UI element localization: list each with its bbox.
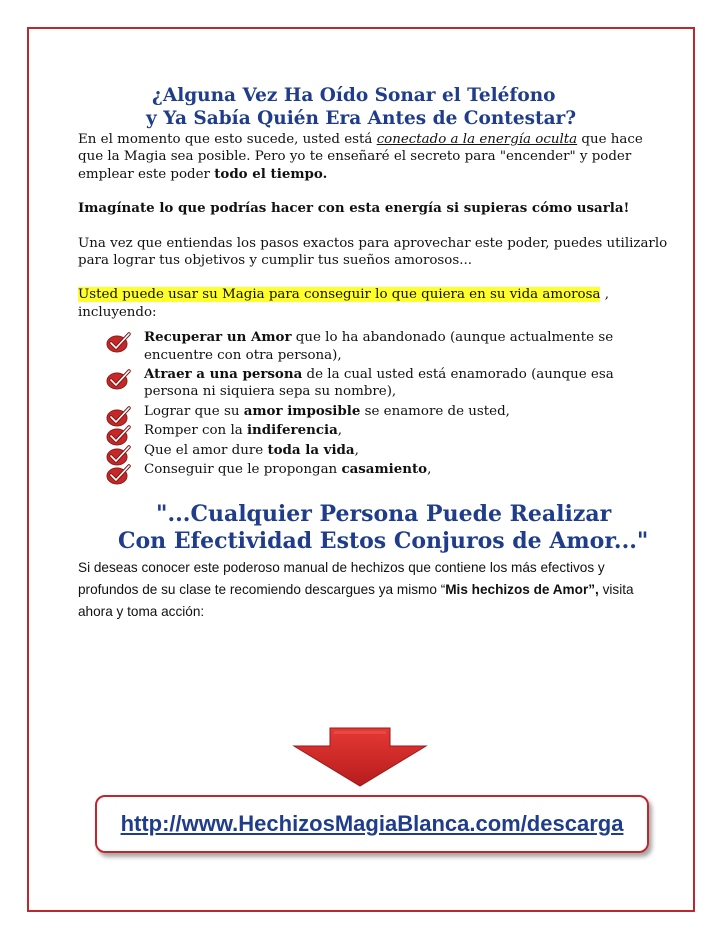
item-post: de la cual usted está enamorado (aunque esa persona ni siquiera sepa su nombre), (144, 367, 614, 400)
download-text-2: visita ahora y toma acción: (78, 581, 634, 619)
item-bold: casamiento (341, 461, 428, 478)
item-bold: Atraer a una persona (144, 366, 303, 383)
intro-bold-text: todo el tiempo. (214, 165, 328, 182)
red-check-icon (104, 368, 132, 390)
red-down-arrow-icon (290, 726, 430, 788)
item-pre: Conseguir que le propongan (144, 462, 342, 478)
item-pre: Que el amor dure (144, 442, 268, 458)
including-text: , incluyendo: (78, 287, 609, 320)
main-heading (78, 84, 668, 130)
checklist-item (78, 461, 668, 478)
checklist-item (78, 422, 668, 439)
item-bold: toda la vida (267, 441, 355, 458)
magic-paragraph (78, 286, 668, 321)
energy-link-text: conectado a la energía oculta (376, 132, 578, 147)
item-bold: Recuperar un Amor (144, 329, 292, 346)
main-heading-line2: y Ya Sabía Quién Era Antes de Contestar? (146, 108, 577, 129)
secondary-heading-line1: "...Cualquier Persona Puede Realizar (156, 500, 612, 527)
checklist-item (78, 329, 668, 364)
item-post: se enamore de usted, (360, 403, 510, 419)
intro-text-2: que hace que la Magia sea posible. Pero yo te enseñaré el secreto para "encender" y poder emplear este poder (78, 132, 643, 182)
steps-paragraph: Una vez que entiendas los pasos exactos para aprovechar este poder, puedes utilizarlo para lograr tus objetivos y cumplir tus sueños amorosos... (78, 235, 668, 269)
main-heading-line1: ¿Alguna Vez Ha Oído Sonar el Teléfono (152, 85, 556, 106)
manual-title: Mis hechizos de Amor”, (445, 581, 599, 597)
item-post: , (354, 442, 359, 458)
imagine-paragraph (78, 200, 668, 217)
checklist-item (78, 366, 668, 401)
secondary-heading (78, 501, 668, 555)
highlighted-text: Usted puede usar su Magia para conseguir lo que quiera en su vida amorosa (78, 287, 601, 303)
red-check-icon (104, 463, 132, 485)
benefits-checklist (78, 329, 668, 478)
download-link[interactable]: http://www.HechizosMagiaBlanca.com/descarga (120, 811, 624, 836)
download-link-box[interactable] (95, 795, 649, 853)
imagine-bold-text: Imagínate lo que podrías hacer con esta energía si supieras cómo usarla! (78, 200, 630, 217)
document-body (78, 84, 668, 623)
item-pre: Lograr que su (144, 403, 244, 419)
checklist-item (78, 403, 668, 420)
checklist-item (78, 442, 668, 459)
intro-paragraph (78, 131, 668, 183)
item-post: , (337, 423, 343, 439)
item-pre: Romper con la (144, 423, 247, 439)
item-bold: amor imposible (243, 402, 361, 419)
item-post: , (427, 462, 432, 478)
item-post: que lo ha abandonado (aunque actualmente se encuentre con otra persona), (144, 330, 614, 363)
red-check-icon (104, 331, 132, 353)
download-paragraph (78, 557, 668, 623)
intro-text-1: En el momento que esto sucede, usted está (78, 132, 377, 147)
download-text-1: Si deseas conocer este poderoso manual de hechizos que contiene los más efectivos y profundos de su clase te recomiendo descargues ya mismo “ (78, 559, 605, 597)
secondary-heading-line2: Con Efectividad Estos Conjuros de Amor..." (118, 527, 649, 554)
item-bold: indiferencia (246, 422, 338, 439)
